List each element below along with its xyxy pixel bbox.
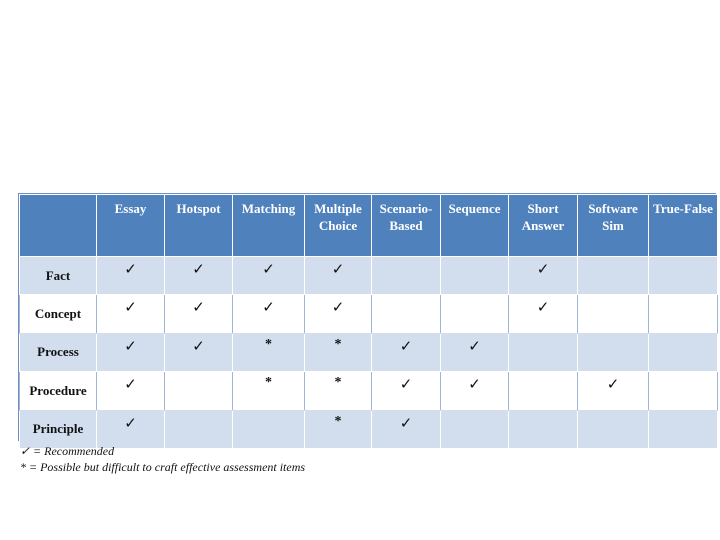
check-mark-icon: ✓ (372, 410, 441, 448)
check-mark-icon: ✓ (305, 257, 372, 295)
table-cell (578, 410, 649, 448)
check-mark-icon: ✓ (97, 257, 165, 295)
header-hotspot: Hotspot (165, 195, 233, 257)
check-mark-icon: ✓ (165, 333, 233, 371)
header-corner (20, 195, 97, 257)
check-mark-icon: ✓ (165, 295, 233, 333)
assessment-matrix (18, 193, 716, 441)
check-mark-icon: ✓ (165, 257, 233, 295)
table-cell (509, 410, 578, 448)
table-cell (649, 372, 718, 410)
table-cell (509, 372, 578, 410)
asterisk-mark: * (305, 333, 372, 371)
row-label: Fact (20, 257, 97, 295)
table-cell (372, 257, 441, 295)
header-short-answer: Short Answer (509, 195, 578, 257)
header-sequence: Sequence (441, 195, 509, 257)
table-cell (509, 333, 578, 371)
header-row (20, 195, 718, 257)
check-mark-icon: ✓ (97, 372, 165, 410)
table-row (20, 372, 718, 410)
header-matching: Matching (233, 195, 305, 257)
check-mark-icon: ✓ (372, 333, 441, 371)
legend-recommended: ✓ = Recommended (20, 444, 115, 458)
table-cell (441, 257, 509, 295)
asterisk-mark: * (233, 372, 305, 410)
table-cell (649, 333, 718, 371)
table-cell (578, 257, 649, 295)
check-mark-icon: ✓ (233, 257, 305, 295)
table-row (20, 257, 718, 295)
table-cell (372, 295, 441, 333)
asterisk-mark: * (305, 410, 372, 448)
header-software-sim: Software Sim (578, 195, 649, 257)
table-cell (578, 333, 649, 371)
check-mark-icon: ✓ (578, 372, 649, 410)
header-scenario-based: Scenario-Based (372, 195, 441, 257)
table-cell (578, 295, 649, 333)
check-mark-icon: ✓ (441, 333, 509, 371)
header-true-false: True-False (649, 195, 718, 257)
table-cell (649, 257, 718, 295)
header-essay: Essay (97, 195, 165, 257)
table-cell (649, 410, 718, 448)
check-mark-icon: ✓ (441, 372, 509, 410)
check-mark-icon: ✓ (233, 295, 305, 333)
check-mark-icon: ✓ (305, 295, 372, 333)
row-label: Procedure (20, 372, 97, 410)
table-cell (649, 295, 718, 333)
asterisk-mark: * (305, 372, 372, 410)
row-label: Process (20, 333, 97, 371)
table-cell (441, 295, 509, 333)
header-multiple-choice: Multiple Choice (305, 195, 372, 257)
table-row (20, 333, 718, 371)
table-cell (165, 372, 233, 410)
row-label: Principle (20, 410, 97, 448)
check-mark-icon: ✓ (97, 410, 165, 448)
check-mark-icon: ✓ (509, 257, 578, 295)
check-mark-icon: ✓ (509, 295, 578, 333)
check-mark-icon: ✓ (97, 333, 165, 371)
assessment-table (19, 194, 718, 449)
legend (20, 443, 305, 475)
row-label: Concept (20, 295, 97, 333)
asterisk-mark: * (233, 333, 305, 371)
table-cell (441, 410, 509, 448)
legend-possible: * = Possible but difficult to craft effective assessment items (20, 460, 306, 474)
table-row (20, 295, 718, 333)
check-mark-icon: ✓ (97, 295, 165, 333)
check-mark-icon: ✓ (372, 372, 441, 410)
